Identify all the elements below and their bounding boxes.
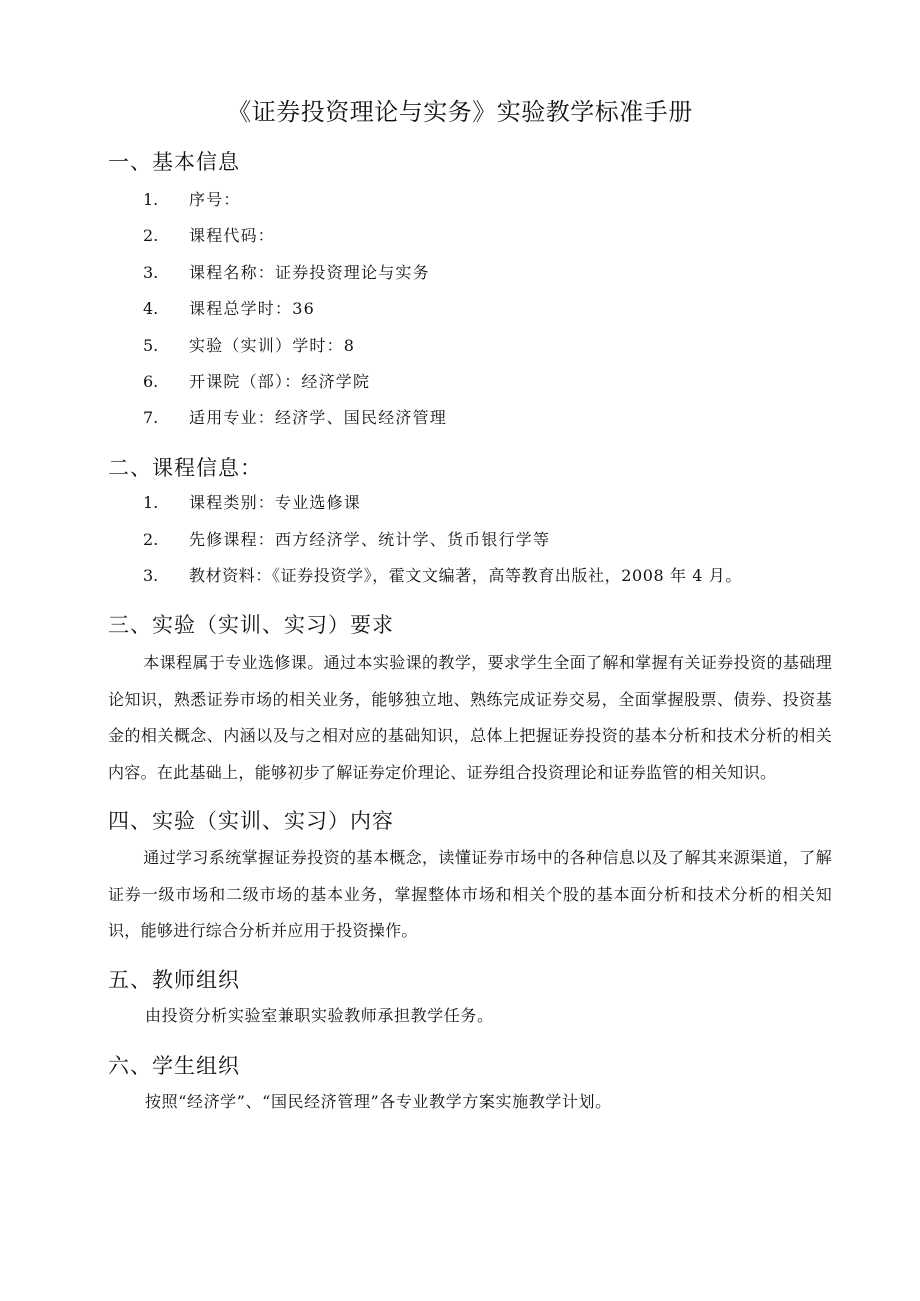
list-item-text: 实验（实训）学时：8: [189, 336, 356, 355]
list-item: [143, 189, 241, 211]
content-paragraph: 通过学习系统掌握证券投资的基本概念，读懂证券市场中的各种信息以及了解其来源渠道，了解证券一级市场和二级市场的基本业务，掌握整体市场和相关个股的基本面分析和技术分析的相关知识，能够进行综合分析并应用于投资操作。: [108, 848, 832, 940]
list-item-number: 3.: [143, 263, 159, 282]
list-item-number: 3.: [143, 566, 159, 585]
list-item-text: 开课院（部）：经济学院: [189, 372, 371, 391]
teacher-organization-text: 由投资分析实验室兼职实验教师承担教学任务。: [145, 1006, 494, 1025]
list-item: [143, 298, 315, 320]
list-item-text: 课程总学时：36: [189, 299, 315, 318]
student-organization-text: 按照“经济学”、“国民经济管理”各专业教学方案实施教学计划。: [145, 1092, 612, 1111]
section-heading-basic-info: 一、基本信息: [108, 150, 240, 174]
list-item-text: 课程类别：专业选修课: [189, 493, 362, 512]
section-heading-course-info: 二、课程信息：: [108, 456, 262, 480]
list-item-number: 4.: [143, 299, 159, 318]
section-heading-content: 四、实验（实训、实习）内容: [108, 809, 394, 833]
list-item-number: 1.: [143, 190, 159, 209]
list-item: [143, 529, 550, 551]
requirements-paragraph: 本课程属于专业选修课。通过本实验课的教学，要求学生全面了解和掌握有关证券投资的基础理论知识，熟悉证券市场的相关业务，能够独立地、熟练完成证券交易，全面掌握股票、债券、投资基金的相关概念、内涵以及与之相对应的基础知识，总体上把握证券投资的基本分析和技术分析的相关内容。在此基础上，能够初步了解证券定价理论、证券组合投资理论和证券监管的相关知识。: [108, 653, 832, 782]
list-item-number: 5.: [143, 336, 159, 355]
section-heading-teacher-organization: 五、教师组织: [108, 968, 240, 992]
section-heading-requirements: 三、实验（实训、实习）要求: [108, 613, 394, 637]
list-item-number: 1.: [143, 493, 159, 512]
section-heading-student-organization: 六、学生组织: [108, 1054, 240, 1078]
list-item: [143, 371, 370, 393]
list-item-number: 6.: [143, 372, 159, 391]
list-item: [143, 262, 430, 284]
list-item-text: 先修课程：西方经济学、统计学、货币银行学等: [189, 530, 551, 549]
list-item-number: 7.: [143, 408, 159, 427]
list-item-text: 课程代码：: [189, 226, 276, 245]
list-item: [143, 492, 361, 514]
list-item: [143, 565, 742, 587]
list-item-text: 序号：: [189, 190, 241, 209]
list-item-text: 适用专业：经济学、国民经济管理: [189, 408, 448, 427]
list-item-text: 课程名称：证券投资理论与实务: [189, 263, 430, 282]
list-item-number: 2.: [143, 226, 159, 245]
list-item-number: 2.: [143, 530, 159, 549]
list-item: [143, 335, 355, 357]
list-item-text: 教材资料：《证券投资学》，霍文文编著，高等教育出版社，2008 年 4 月。: [189, 566, 742, 585]
list-item: [143, 407, 447, 429]
list-item: [143, 225, 275, 247]
document-title: 《证券投资理论与实务》实验教学标准手册: [227, 98, 693, 126]
